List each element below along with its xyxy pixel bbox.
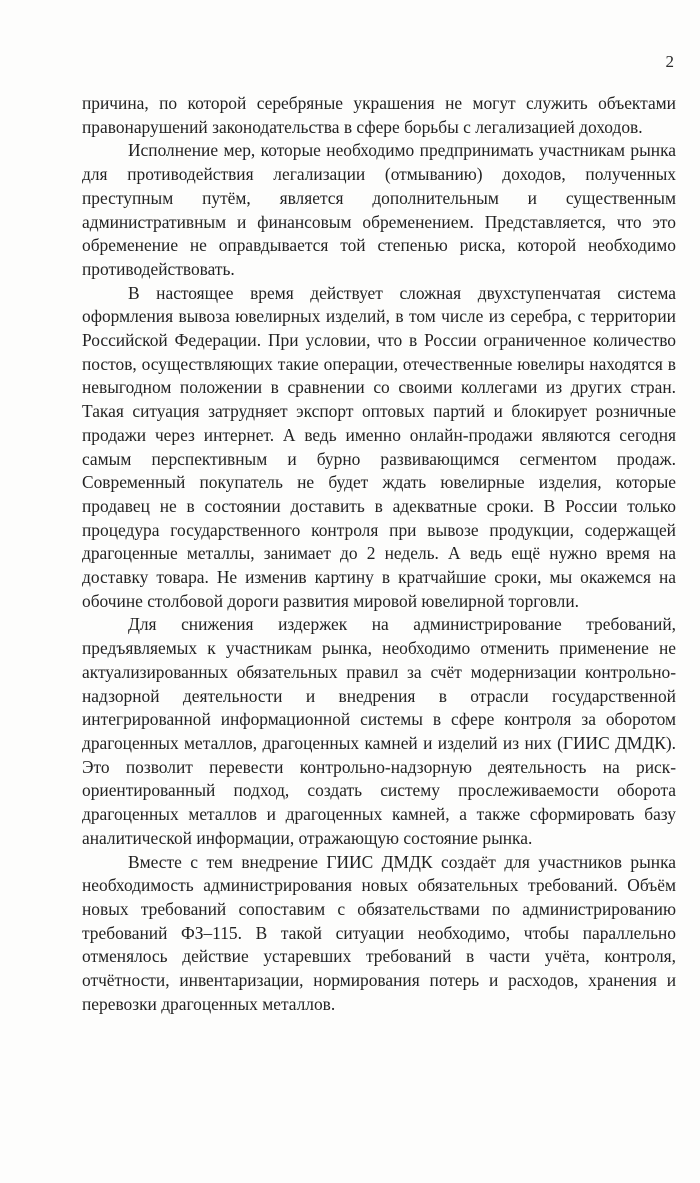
- paragraph-new-requirements: Вместе с тем внедрение ГИИС ДМДК создаёт для участников рынка необходимость администрирования новых обязательных требований. Объём новых требований сопоставим с обязательствами по администрированию требований ФЗ–115. В такой ситуации необходимо, чтобы параллельно отменялось действие устаревших требований в части учёта, контроля, отчётности, инвентаризации, нормирования потерь и расходов, хранения и перевозки драгоценных металлов.: [82, 851, 676, 1014]
- paragraph-export-procedure: В настоящее время действует сложная двухступенчатая система оформления вывоза ювелирных изделий, в том числе из серебра, с территории Российской Федерации. При условии, что в России ограниченное количество постов, осуществляющих такие операции, отечественные ювелиры находятся в невыгодном положении в сравнении со своими коллегами из других стран. Такая ситуация затрудняет экспорт оптовых партий и блокирует розничные продажи через интернет. А ведь именно онлайн-продажи являются сегодня самым перспективным и бурно развивающимся сегментом продаж. Современный покупатель не будет ждать ювелирные изделия, которые продавец не в состоянии доставить в адекватные сроки. В России только процедура государственного контроля при вывозе продукции, содержащей драгоценные металлы, занимает до 2 недель. А ведь ещё нужно время на доставку товара. Не изменив картину в кратчайшие сроки, мы окажемся на обочине столбовой дороги развития мировой ювелирной торговли.: [82, 282, 676, 611]
- paragraph-giis-dmdk: Для снижения издержек на администрирование требований, предъявляемых к участникам рынка, необходимо отменить применение не актуализированных обязательных правил за счёт модернизации контрольно-надзорной деятельности и внедрения в отрасли государственной интегрированной информационной системы в сфере контроля за оборотом драгоценных металлов, драгоценных камней и изделий из них (ГИИС ДМДК). Это позволит перевести контрольно-надзорную деятельность на риск-ориентированный подход, создать систему прослеживаемости оборота драгоценных металлов и драгоценных камней, а также сформировать базу аналитической информации, отражающую состояние рынка.: [82, 614, 676, 848]
- paragraph-continuation: причина, по которой серебряные украшения не могут служить объектами правонарушений законодательства в сфере борьбы с легализацией доходов.: [82, 93, 676, 137]
- paragraph-measures-burden: Исполнение мер, которые необходимо предпринимать участникам рынка для противодействия легализации (отмыванию) доходов, полученных преступным путём, является дополнительным и существенным административным и финансовым обременением. Представляется, что это обременение не оправдывается той степенью риска, которой необходимо противодействовать.: [82, 140, 676, 279]
- document-body: [82, 92, 676, 1016]
- page-number: 2: [665, 52, 674, 71]
